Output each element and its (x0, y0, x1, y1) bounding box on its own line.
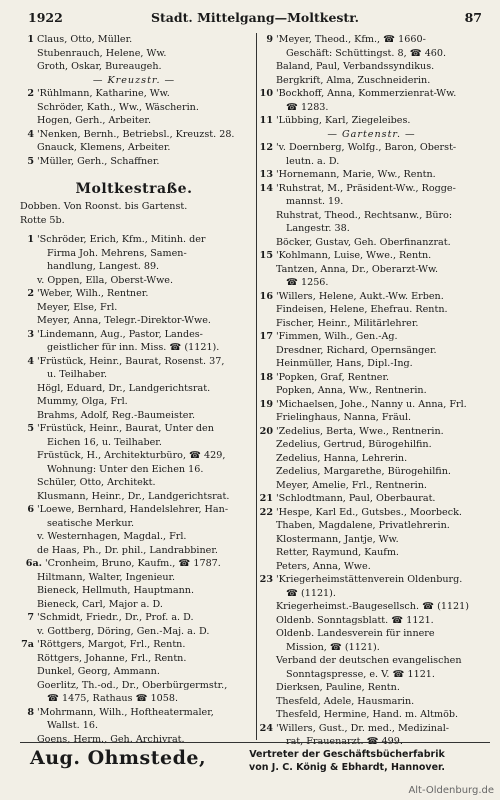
resident-text: 'Schmidt, Friedr., Dr., Prof. a. D. (37, 612, 194, 623)
house-entry (259, 722, 484, 736)
house-entry (259, 290, 484, 304)
resident-text: 'Fimmen, Wilh., Gen.-Ag. (276, 331, 398, 342)
resident-line: Stubenrauch, Helene, Ww. (37, 47, 167, 59)
resident-line: Fischer, Heinr., Militärlehrer. (276, 317, 419, 329)
continuation-line: geistlicher für inn. Miss. ☎ (1121). (47, 342, 220, 353)
resident-line: Thesfeld, Adele, Hausmarin. (276, 695, 415, 707)
resident-line: Thesfeld, Hermine, Hand. m. Altmöb. (276, 709, 459, 720)
resident-text: 'Lübbing, Karl, Ziegeleibes. (276, 115, 411, 126)
house-entry (259, 492, 484, 506)
continuation-line: ☎ 1283. (286, 101, 329, 113)
house-number: 1 (27, 234, 34, 245)
resident-line: Dunkel, Georg, Ammann. (37, 666, 160, 677)
house-number: 12 (259, 142, 273, 153)
continuation-line: ☎ 1475, Rathaus ☎ 1058. (47, 693, 179, 704)
resident-line: Goerlitz, Th.-od., Dr., Oberbürgermstr., (37, 679, 228, 691)
resident-line: Findeisen, Helene, Ehefrau. Rentn. (276, 304, 448, 315)
continuation-line: Wallst. 16. (47, 720, 99, 731)
house-entry (20, 706, 248, 720)
resident-line: Oldenb. Sonntagsblatt. ☎ 1121. (276, 614, 434, 626)
continuation-line: leutn. a. D. (286, 155, 340, 167)
footer-advertisement (20, 742, 490, 777)
house-entry (20, 422, 248, 436)
house-number: 10 (259, 88, 273, 99)
house-entry (20, 128, 248, 142)
resident-line: Meyer, Else, Frl. (37, 301, 118, 313)
resident-line: Bieneck, Hellmuth, Hauptmann. (37, 585, 195, 596)
cross-street-marker: — Kreuzstr. — (92, 74, 176, 86)
house-number: 7 (27, 612, 34, 623)
resident-line: Kriegerheimst.-Baugesellsch. ☎ (1121) (276, 601, 469, 612)
house-entry (20, 287, 248, 301)
resident-text: 'Bockhoff, Anna, Kommerzienrat-Ww. (276, 88, 457, 99)
house-number: 4 (27, 128, 34, 140)
resident-line: Gnauck, Klemens, Arbeiter. (37, 142, 171, 153)
resident-text: 'Schröder, Erich, Kfm., Mitinh. der (37, 234, 206, 245)
house-number: 5 (27, 423, 34, 434)
resident-text: 'Zedelius, Berta, Wwe., Rentnerin. (276, 425, 444, 437)
resident-line: Dierksen, Pauline, Rentn. (276, 682, 400, 693)
house-entry (259, 330, 484, 344)
resident-line: Peters, Anna, Wwe. (276, 560, 371, 572)
continuation-line: Geschäft: Schüttingst. 8, ☎ 460. (286, 47, 447, 59)
resident-line: Hogen, Gerh., Arbeiter. (37, 115, 152, 126)
house-number: 5 (27, 155, 34, 167)
right-column (256, 33, 484, 747)
continuation-line: seatische Merkur. (47, 517, 135, 529)
resident-text: 'Nenken, Bernh., Betriebsl., Kreuzst. 28. (37, 128, 235, 140)
house-number: 6a. (25, 558, 42, 569)
continuation-line: ☎ (1121). (286, 587, 336, 599)
resident-text: 'Hornemann, Marie, Ww., Rentn. (276, 169, 436, 180)
house-entry (20, 328, 248, 342)
house-number: 9 (266, 34, 273, 45)
house-number: 24 (259, 722, 273, 734)
continuation-line: rat, Frauenarzt. ☎ 499. (286, 736, 403, 747)
house-entry (259, 87, 484, 101)
resident-line: Klusmann, Heinr., Dr., Landgerichtsrat. (37, 490, 230, 502)
house-number: 22 (259, 506, 273, 518)
resident-line: Röttgers, Johanne, Frl., Rentn. (37, 652, 187, 664)
house-number: 2 (27, 88, 34, 99)
house-entry (259, 249, 484, 263)
resident-text: 'Michaelsen, Johe., Nanny u. Anna, Frl. (276, 398, 467, 410)
resident-text: 'Kriegerheimstättenverein Oldenburg. (276, 574, 463, 585)
resident-line: de Haas, Ph., Dr. phil., Landrabbiner. (37, 544, 218, 556)
page-year: 1922 (28, 10, 63, 25)
house-entry (259, 168, 484, 182)
house-entry (20, 233, 248, 247)
resident-line: Heinmüller, Hans, Dipl.-Ing. (276, 358, 413, 369)
house-entry (259, 573, 484, 587)
house-number: 1 (27, 34, 34, 45)
resident-line: Schüler, Otto, Architekt. (37, 477, 156, 488)
resident-line: v. Gottberg, Döring, Gen.-Maj. a. D. (37, 625, 210, 637)
cross-street-marker: — Gartenstr. — (327, 128, 416, 140)
house-number: 15 (259, 250, 273, 261)
continuation-line: Langestr. 38. (286, 223, 350, 234)
footer-rep-line1: Vertreter der Geschäftsbücherfabrik (249, 749, 445, 760)
house-entry (259, 371, 484, 385)
resident-text: 'Schlodtmann, Paul, Oberbaurat. (276, 493, 436, 504)
spacer (20, 168, 248, 174)
house-entry (259, 141, 484, 155)
house-number: 3 (27, 328, 34, 340)
house-number: 23 (259, 574, 273, 585)
resident-text: 'Loewe, Bernhard, Handelslehrer, Han- (37, 504, 229, 515)
resident-text: 'Meyer, Theod., Kfm., ☎ 1660- (276, 34, 426, 45)
house-number: 6 (27, 504, 34, 515)
continuation-line: u. Teilhaber. (47, 369, 108, 380)
resident-text: 'Willers, Helene, Aukt.-Ww. Erben. (276, 290, 444, 302)
resident-line: Retter, Raymund, Kaufm. (276, 547, 399, 558)
resident-line: Hiltmann, Walter, Ingenieur. (37, 571, 176, 583)
resident-text: 'Cronheim, Bruno, Kaufm., ☎ 1787. (45, 558, 221, 569)
house-entry (20, 155, 248, 169)
house-number: 8 (27, 706, 34, 718)
house-entry (259, 506, 484, 520)
resident-line: Früstück, H., Architekturbüro, ☎ 429, (37, 450, 226, 461)
continuation-line: Firma Joh. Mehrens, Samen- (47, 247, 187, 259)
watermark: Alt-Oldenburg.de (408, 785, 494, 796)
resident-text: 'v. Doernberg, Wolfg., Baron, Oberst- (276, 142, 457, 153)
page-number: 87 (464, 10, 482, 25)
resident-line: Frielinghaus, Nanna, Fräul. (276, 412, 412, 423)
house-number: 13 (259, 169, 273, 180)
continuation-line: mannst. 19. (286, 196, 344, 207)
resident-line: Klostermann, Jantje, Ww. (276, 533, 399, 545)
page-title: Stadt. Mittelgang—Moltkestr. (150, 10, 360, 25)
resident-line: Mummy, Olga, Frl. (37, 396, 128, 407)
page-header (28, 10, 482, 28)
resident-line: Brahms, Adolf, Reg.-Baumeister. (37, 409, 196, 421)
resident-line: Meyer, Anna, Telegr.-Direktor-Wwe. (37, 315, 211, 326)
resident-text: 'Weber, Wilh., Rentner. (37, 288, 149, 299)
resident-line: Oldenb. Landesverein für innere (276, 628, 435, 639)
resident-line: Verband der deutschen evangelischen (276, 655, 462, 666)
house-entry (20, 611, 248, 625)
house-number: 2 (27, 288, 34, 299)
house-entry (20, 87, 248, 101)
resident-line: Ruhstrat, Theod., Rechtsanw., Büro: (276, 209, 453, 221)
resident-line: Zedelius, Hanna, Lehrerin. (276, 452, 408, 464)
resident-text: 'Mohrmann, Wilh., Hoftheatermaler, (37, 706, 214, 718)
resident-line: v. Westernhagen, Magdal., Frl. (37, 531, 187, 542)
info-line: Dobben. Von Roonst. bis Gartenst. (20, 201, 188, 212)
resident-text: 'Kohlmann, Luise, Wwe., Rentn. (276, 250, 432, 261)
house-number: 18 (259, 371, 273, 383)
left-column (20, 33, 248, 746)
house-entry (20, 638, 248, 652)
resident-line: Thaben, Magdalene, Privatlehrerin. (276, 520, 450, 531)
footer-brand: Aug. Ohmstede, (30, 747, 207, 769)
resident-line: Popken, Anna, Ww., Rentnerin. (276, 385, 427, 396)
house-entry (259, 182, 484, 196)
resident-line: Schröder, Kath., Ww., Wäscherin. (37, 101, 199, 113)
house-number: 4 (27, 355, 34, 367)
house-entry (20, 503, 248, 517)
resident-line: Meyer, Amelie, Frl., Rentnerin. (276, 479, 427, 491)
street-title: Moltkestraße. (75, 181, 193, 197)
resident-line: Baland, Paul, Verbandssyndikus. (276, 61, 435, 72)
resident-line: v. Oppen, Ella, Oberst-Wwe. (37, 274, 174, 286)
house-number: 21 (259, 493, 273, 504)
house-number: 19 (259, 398, 273, 410)
resident-text: 'Müller, Gerh., Schaffner. (37, 155, 160, 167)
resident-line: Zedelius, Gertrud, Bürogehilfin. (276, 439, 432, 450)
house-number: 11 (259, 115, 273, 126)
house-entry (259, 425, 484, 439)
info-line: Rotte 5b. (20, 214, 65, 226)
resident-text: 'Hespe, Karl Ed., Gutsbes., Moorbeck. (276, 506, 462, 518)
house-entry (259, 398, 484, 412)
house-number: 14 (259, 182, 273, 194)
house-entry (259, 114, 484, 128)
resident-line: Böcker, Gustav, Geh. Oberfinanzrat. (276, 236, 451, 248)
house-number: 20 (259, 425, 273, 437)
resident-text: 'Früstück, Heinr., Baurat, Rosenst. 37, (37, 355, 225, 367)
resident-text: 'Rühlmann, Katharine, Ww. (37, 88, 170, 99)
resident-text: 'Lindemann, Aug., Pastor, Landes- (37, 328, 203, 340)
resident-line: Högl, Eduard, Dr., Landgerichtsrat. (37, 382, 211, 394)
resident-line: Dresdner, Richard, Opernsänger. (276, 344, 437, 356)
resident-line: Tantzen, Anna, Dr., Oberarzt-Ww. (276, 263, 439, 275)
house-number: 16 (259, 290, 273, 302)
continuation-line: Eichen 16, u. Teilhaber. (47, 436, 162, 448)
house-entry (20, 33, 248, 47)
resident-text: Claus, Otto, Müller. (37, 34, 133, 45)
house-number: 7a (21, 639, 34, 650)
resident-text: 'Ruhstrat, M., Präsident-Ww., Rogge- (276, 182, 456, 194)
continuation-line: Mission, ☎ (1121). (286, 641, 380, 653)
house-entry (259, 33, 484, 47)
resident-line: Bergkrift, Alma, Zuschneiderin. (276, 74, 431, 86)
resident-line: Bieneck, Carl, Major a. D. (37, 598, 163, 610)
resident-text: 'Früstück, Heinr., Baurat, Unter den (37, 423, 214, 434)
house-entry (20, 355, 248, 369)
house-entry (20, 557, 248, 571)
continuation-line: Wohnung: Unter den Eichen 16. (47, 463, 204, 475)
resident-line: Goens, Herm., Geh. Archivrat. (37, 733, 185, 745)
resident-text: 'Röttgers, Margot, Frl., Rentn. (37, 639, 186, 650)
house-number: 17 (259, 331, 273, 342)
footer-rep-line2: von J. C. König & Ebhardt, Hannover. (249, 762, 445, 773)
resident-line: Zedelius, Margarethe, Bürogehilfin. (276, 466, 451, 477)
continuation-line: handlung, Langest. 89. (47, 261, 160, 272)
resident-line: Groth, Oskar, Bureaugeh. (37, 61, 162, 72)
footer-representative (212, 748, 482, 774)
resident-text: 'Popken, Graf, Rentner. (276, 371, 390, 383)
continuation-line: Sonntagspresse, e. V. ☎ 1121. (286, 668, 435, 680)
resident-text: 'Willers, Gust., Dr. med., Medizinal- (276, 722, 450, 734)
continuation-line: ☎ 1256. (286, 277, 329, 288)
